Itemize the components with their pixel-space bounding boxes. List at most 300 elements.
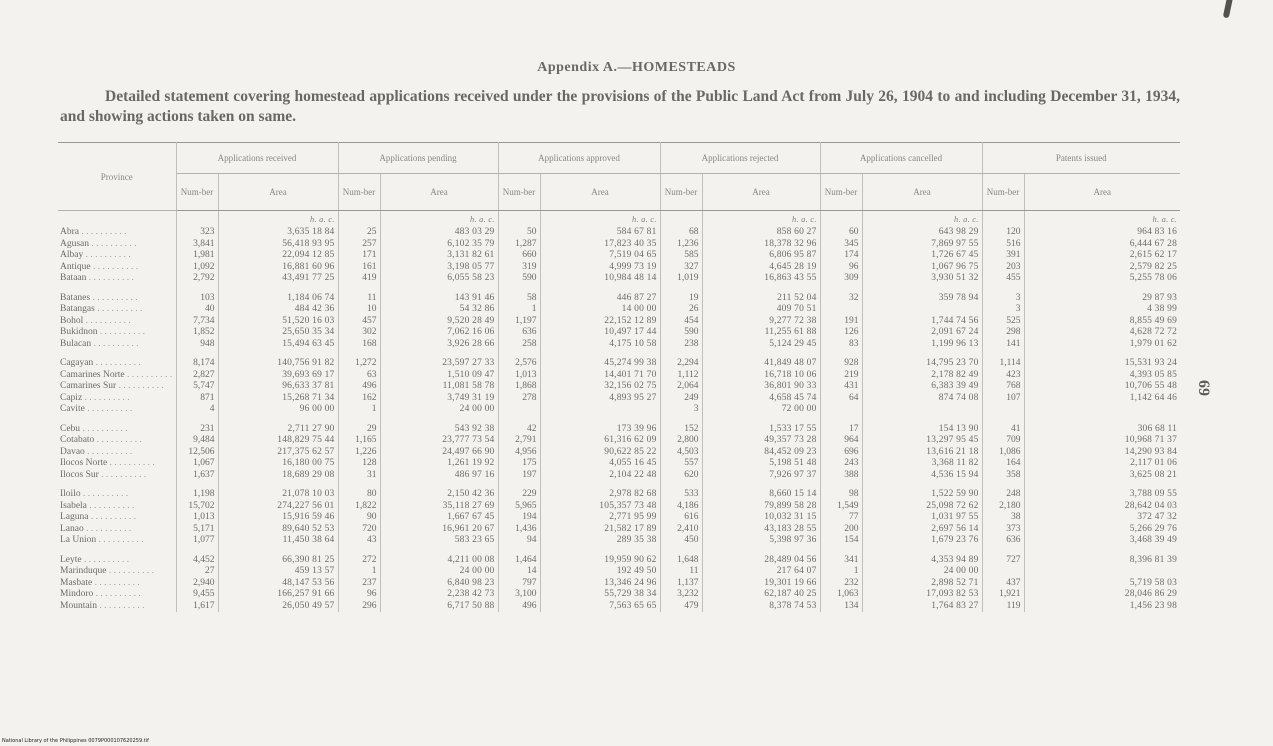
area-cell: 166,257 91 66 bbox=[218, 589, 338, 601]
section-gap bbox=[862, 547, 982, 555]
number-cell: 341 bbox=[820, 555, 862, 567]
number-header: Num-ber bbox=[498, 174, 540, 211]
area-cell: 14,401 71 70 bbox=[540, 370, 660, 382]
area-cell: 11,450 38 64 bbox=[218, 535, 338, 547]
area-cell: 9,520 28 49 bbox=[380, 316, 498, 328]
units-spacer bbox=[498, 211, 540, 228]
section-gap bbox=[540, 547, 660, 555]
number-cell: 11 bbox=[338, 293, 380, 305]
province-name bbox=[58, 358, 176, 370]
area-cell: 11,255 61 88 bbox=[702, 327, 820, 339]
leader-dots: . . . . . . . . . . bbox=[86, 500, 135, 511]
area-cell: 173 39 96 bbox=[540, 424, 660, 436]
area-cell: 24 00 00 bbox=[380, 566, 498, 578]
area-cell: 5,255 78 06 bbox=[1129, 273, 1178, 283]
table-row bbox=[58, 316, 1180, 328]
area-cell: 274,227 56 01 bbox=[218, 501, 338, 513]
number-cell bbox=[982, 404, 1024, 416]
number-cell bbox=[820, 404, 862, 416]
area-cell: 4,175 10 58 bbox=[540, 339, 660, 351]
area-cell: 9,277 72 38 bbox=[702, 316, 820, 328]
number-cell: 454 bbox=[660, 316, 702, 328]
section-gap bbox=[862, 285, 982, 293]
number-cell: 1,013 bbox=[176, 512, 218, 524]
area-cell: 1,261 19 92 bbox=[380, 458, 498, 470]
number-cell: 496 bbox=[498, 601, 540, 613]
area-cell: 14,290 93 84 bbox=[1124, 446, 1178, 457]
section-gap bbox=[58, 350, 176, 358]
leader-dots: . . . . . . . . . . bbox=[93, 358, 141, 368]
number-cell: 141 bbox=[982, 339, 1024, 351]
leader-dots: . . . . . . . . . . bbox=[124, 369, 173, 380]
number-cell: 1,198 bbox=[176, 489, 218, 501]
section-gap bbox=[380, 285, 498, 293]
number-cell: 720 bbox=[338, 524, 380, 536]
section-gap bbox=[660, 350, 702, 358]
province-label: Lanao bbox=[60, 523, 84, 534]
units-label: h. a. c. bbox=[380, 211, 498, 228]
number-cell: 175 bbox=[498, 458, 540, 470]
area-cell: 26,050 49 57 bbox=[218, 601, 338, 613]
province-label: Cebu bbox=[60, 423, 81, 434]
area-cell: 583 23 65 bbox=[380, 535, 498, 547]
section-gap bbox=[498, 350, 540, 358]
number-cell: 68 bbox=[660, 227, 702, 239]
section-gap bbox=[498, 416, 540, 424]
group-header: Applications approved bbox=[498, 143, 660, 174]
appendix-title: Appendix A.—HOMESTEADS bbox=[537, 60, 736, 75]
area-cell: 486 97 16 bbox=[380, 470, 498, 482]
area-cell: 3,198 05 77 bbox=[380, 262, 498, 274]
area-cell: 211 52 04 bbox=[702, 293, 820, 305]
section-gap bbox=[1024, 481, 1180, 489]
number-cell: 162 bbox=[338, 393, 380, 405]
area-cell: 446 87 27 bbox=[540, 293, 660, 305]
section-gap bbox=[862, 481, 982, 489]
province-name bbox=[58, 404, 176, 416]
number-cell bbox=[820, 304, 862, 316]
province-name bbox=[58, 339, 176, 351]
area-cell bbox=[1024, 404, 1180, 416]
table-row bbox=[58, 339, 1180, 351]
area-cell: 2,091 67 24 bbox=[862, 327, 982, 339]
number-cell: 455 bbox=[982, 273, 1024, 285]
province-name bbox=[58, 316, 176, 328]
number-cell: 1,077 bbox=[176, 535, 218, 547]
province-label: Camarines Norte bbox=[60, 369, 125, 380]
number-cell: 96 bbox=[820, 262, 862, 274]
leader-dots: . . . . . . . . . . bbox=[97, 327, 145, 337]
area-cell: 62,187 40 25 bbox=[702, 589, 820, 601]
area-cell: 15,494 63 45 bbox=[218, 339, 338, 351]
number-cell: 29 bbox=[338, 424, 380, 436]
number-cell: 1,637 bbox=[176, 470, 218, 482]
area-cell: 49,357 73 28 bbox=[702, 435, 820, 447]
area-cell: 409 70 51 bbox=[702, 304, 820, 316]
number-cell: 1,822 bbox=[338, 501, 380, 513]
number-cell: 457 bbox=[338, 316, 380, 328]
area-cell: 51,520 16 03 bbox=[218, 316, 338, 328]
number-cell: 323 bbox=[176, 227, 218, 239]
section-gap bbox=[1024, 547, 1180, 555]
number-cell: 3 bbox=[660, 404, 702, 416]
number-cell: 1,114 bbox=[982, 358, 1024, 370]
province-label: Iloilo bbox=[60, 489, 81, 499]
area-cell: 5,124 29 45 bbox=[702, 339, 820, 351]
number-cell: 126 bbox=[820, 327, 862, 339]
section-gap bbox=[380, 547, 498, 555]
area-cell: 16,718 10 06 bbox=[702, 370, 820, 382]
number-cell: 161 bbox=[338, 262, 380, 274]
area-cell: 41,849 48 07 bbox=[702, 358, 820, 370]
number-cell: 229 bbox=[498, 489, 540, 501]
area-cell: 11,081 58 78 bbox=[380, 381, 498, 393]
area-cell bbox=[1024, 566, 1180, 578]
homestead-table bbox=[58, 142, 1180, 612]
number-cell: 616 bbox=[660, 512, 702, 524]
number-cell: 50 bbox=[498, 227, 540, 239]
area-cell: 3,930 51 32 bbox=[862, 273, 982, 285]
number-cell: 871 bbox=[176, 393, 218, 405]
number-cell: 636 bbox=[498, 327, 540, 339]
section-gap bbox=[540, 481, 660, 489]
area-cell: 3,368 11 82 bbox=[862, 458, 982, 470]
leader-dots: . . . . . . . . . . bbox=[83, 250, 131, 260]
number-cell: 2,940 bbox=[176, 578, 218, 590]
area-cell: 96,633 37 81 bbox=[218, 381, 338, 393]
section-gap bbox=[862, 350, 982, 358]
area-header: Area bbox=[540, 174, 660, 211]
area-cell: 1,142 64 46 bbox=[1129, 392, 1178, 403]
area-cell: 2,178 82 49 bbox=[862, 370, 982, 382]
group-header: Applications pending bbox=[338, 143, 498, 174]
area-cell: 6,055 58 23 bbox=[380, 273, 498, 285]
section-gap bbox=[702, 350, 820, 358]
area-cell: 7,563 65 65 bbox=[540, 601, 660, 613]
number-cell: 1 bbox=[338, 566, 380, 578]
number-cell: 964 bbox=[820, 435, 862, 447]
area-cell: 483 03 29 bbox=[380, 227, 498, 239]
area-cell: 6,806 95 87 bbox=[702, 250, 820, 262]
province-name bbox=[58, 447, 176, 459]
area-cell: 24 00 00 bbox=[862, 566, 982, 578]
number-cell: 358 bbox=[982, 470, 1024, 482]
number-cell: 8,174 bbox=[176, 358, 218, 370]
number-header: Num-ber bbox=[820, 174, 862, 211]
section-gap bbox=[1024, 350, 1180, 358]
area-cell: 2,238 42 73 bbox=[380, 589, 498, 601]
number-cell: 450 bbox=[660, 535, 702, 547]
number-cell: 27 bbox=[176, 566, 218, 578]
number-cell: 107 bbox=[982, 393, 1024, 405]
province-header: Province bbox=[58, 143, 176, 211]
number-cell: 63 bbox=[338, 370, 380, 382]
section-gap bbox=[176, 350, 218, 358]
area-cell: 43,183 28 55 bbox=[702, 524, 820, 536]
table-row bbox=[58, 601, 1180, 613]
number-cell: 3,232 bbox=[660, 589, 702, 601]
number-cell: 248 bbox=[982, 489, 1024, 501]
footer-credit: National Library of the Philippines 0079P000107620259.tif bbox=[2, 738, 149, 744]
area-cell: 8,378 74 53 bbox=[702, 601, 820, 613]
section-gap bbox=[660, 285, 702, 293]
number-cell: 119 bbox=[982, 601, 1024, 613]
section-gap bbox=[58, 547, 176, 555]
number-cell: 3,841 bbox=[176, 239, 218, 251]
leader-dots: . . . . . . . . . . bbox=[84, 446, 133, 457]
province-name bbox=[58, 327, 176, 339]
area-cell: 16,961 20 67 bbox=[380, 524, 498, 536]
area-cell: 96 00 00 bbox=[218, 404, 338, 416]
page-number: 69 bbox=[1195, 380, 1212, 396]
number-cell: 3 bbox=[982, 293, 1024, 305]
area-cell: 28,489 04 56 bbox=[702, 555, 820, 567]
number-cell: 327 bbox=[660, 262, 702, 274]
leader-dots: . . . . . . . . . . bbox=[79, 227, 127, 237]
area-cell: 72 00 00 bbox=[702, 404, 820, 416]
area-cell: 4,999 73 19 bbox=[540, 262, 660, 274]
number-cell: 696 bbox=[820, 447, 862, 459]
province-name bbox=[58, 250, 176, 262]
area-cell: 13,616 21 18 bbox=[862, 447, 982, 459]
section-gap bbox=[218, 285, 338, 293]
number-cell: 42 bbox=[498, 424, 540, 436]
group-header: Applications rejected bbox=[660, 143, 820, 174]
number-cell: 103 bbox=[176, 293, 218, 305]
leader-dots: . . . . . . . . . . bbox=[96, 600, 145, 611]
area-cell: 14 00 00 bbox=[540, 304, 660, 316]
leader-dots: . . . . . . . . . . bbox=[106, 566, 154, 576]
number-cell: 231 bbox=[176, 424, 218, 436]
area-cell: 858 60 27 bbox=[702, 227, 820, 239]
area-cell: 874 74 08 bbox=[862, 393, 982, 405]
number-cell: 9,455 bbox=[176, 589, 218, 601]
section-gap bbox=[702, 481, 820, 489]
area-cell: 2,771 95 99 bbox=[540, 512, 660, 524]
section-gap bbox=[338, 547, 380, 555]
number-cell: 2,294 bbox=[660, 358, 702, 370]
section-gap bbox=[1024, 416, 1180, 424]
area-cell: 964 83 16 bbox=[1137, 227, 1178, 237]
area-cell: 3,788 09 55 bbox=[1129, 489, 1178, 499]
area-cell: 19,959 90 62 bbox=[540, 555, 660, 567]
area-cell: 22,152 12 89 bbox=[540, 316, 660, 328]
area-cell: 8,660 15 14 bbox=[702, 489, 820, 501]
leader-dots: . . . . . . . . . . bbox=[83, 523, 132, 534]
units-spacer bbox=[176, 211, 218, 228]
area-cell: 1,979 01 62 bbox=[1129, 338, 1178, 349]
number-cell: 38 bbox=[982, 512, 1024, 524]
area-cell: 3,625 08 21 bbox=[1129, 469, 1178, 480]
number-cell: 496 bbox=[338, 381, 380, 393]
number-cell: 134 bbox=[820, 601, 862, 613]
table-row bbox=[58, 470, 1180, 482]
number-cell: 154 bbox=[820, 535, 862, 547]
number-header: Num-ber bbox=[982, 174, 1024, 211]
number-cell: 423 bbox=[982, 370, 1024, 382]
number-cell: 14 bbox=[498, 566, 540, 578]
leader-dots: . . . . . . . . . . bbox=[90, 292, 138, 303]
section-gap bbox=[540, 350, 660, 358]
number-cell: 96 bbox=[338, 589, 380, 601]
number-cell: 1 bbox=[498, 304, 540, 316]
area-cell: 8,396 81 39 bbox=[1129, 554, 1178, 565]
number-cell: 26 bbox=[660, 304, 702, 316]
province-name bbox=[58, 566, 176, 578]
number-cell: 4,956 bbox=[498, 447, 540, 459]
number-header: Num-ber bbox=[176, 174, 218, 211]
number-cell: 1,464 bbox=[498, 555, 540, 567]
province-label: Abra bbox=[60, 227, 79, 237]
number-cell: 77 bbox=[820, 512, 862, 524]
number-cell: 19 bbox=[660, 293, 702, 305]
number-cell: 557 bbox=[660, 458, 702, 470]
area-cell: 5,266 29 76 bbox=[1129, 523, 1178, 534]
number-cell: 1,617 bbox=[176, 601, 218, 613]
table-row bbox=[58, 273, 1180, 285]
province-name bbox=[58, 424, 176, 436]
province-name bbox=[58, 381, 176, 393]
area-cell: 16,881 60 96 bbox=[218, 262, 338, 274]
group-header: Applications cancelled bbox=[820, 143, 982, 174]
area-cell: 1,522 59 90 bbox=[862, 489, 982, 501]
section-gap bbox=[820, 547, 862, 555]
units-label: h. a. c. bbox=[218, 211, 338, 228]
area-cell: 15,916 59 46 bbox=[218, 512, 338, 524]
area-cell: 140,756 91 82 bbox=[218, 358, 338, 370]
area-cell: 1,067 96 75 bbox=[862, 262, 982, 274]
province-label: La Union bbox=[60, 535, 97, 545]
area-cell bbox=[540, 404, 660, 416]
number-cell: 2,410 bbox=[660, 524, 702, 536]
table-row bbox=[58, 250, 1180, 262]
number-cell: 60 bbox=[820, 227, 862, 239]
area-cell: 16,180 00 75 bbox=[218, 458, 338, 470]
area-header: Area bbox=[862, 174, 982, 211]
section-gap bbox=[982, 547, 1024, 555]
table-row bbox=[58, 512, 1180, 524]
number-cell: 1,981 bbox=[176, 250, 218, 262]
group-header: Patents issued bbox=[982, 143, 1180, 174]
number-cell: 83 bbox=[820, 339, 862, 351]
section-gap bbox=[498, 547, 540, 555]
table-row bbox=[58, 566, 1180, 578]
number-cell: 1,165 bbox=[338, 435, 380, 447]
area-cell: 14,795 23 70 bbox=[862, 358, 982, 370]
area-cell: 148,829 75 44 bbox=[218, 435, 338, 447]
area-cell: 6,717 50 88 bbox=[380, 601, 498, 613]
section-gap bbox=[702, 416, 820, 424]
section-gap bbox=[218, 350, 338, 358]
table-row bbox=[58, 435, 1180, 447]
number-cell: 17 bbox=[820, 424, 862, 436]
province-label: Bulacan bbox=[60, 338, 92, 349]
area-cell: 306 68 11 bbox=[1137, 423, 1178, 434]
table-row bbox=[58, 447, 1180, 459]
number-cell: 1,112 bbox=[660, 370, 702, 382]
number-cell: 4,503 bbox=[660, 447, 702, 459]
province-name bbox=[58, 293, 176, 305]
number-cell: 5,747 bbox=[176, 381, 218, 393]
number-cell: 164 bbox=[982, 458, 1024, 470]
area-cell: 3,635 18 84 bbox=[218, 227, 338, 239]
area-cell: 29 87 93 bbox=[1142, 292, 1178, 303]
number-cell: 797 bbox=[498, 578, 540, 590]
section-gap bbox=[380, 416, 498, 424]
area-cell: 17,823 40 35 bbox=[540, 239, 660, 251]
leader-dots: . . . . . . . . . . bbox=[90, 261, 139, 272]
number-cell: 80 bbox=[338, 489, 380, 501]
number-cell: 727 bbox=[982, 555, 1024, 567]
leader-dots: . . . . . . . . . . bbox=[83, 315, 131, 326]
group-header: Applications received bbox=[176, 143, 338, 174]
province-name bbox=[58, 273, 176, 285]
area-cell bbox=[862, 404, 982, 416]
section-gap bbox=[820, 285, 862, 293]
section-gap bbox=[338, 350, 380, 358]
table-row bbox=[58, 381, 1180, 393]
section-gap bbox=[218, 547, 338, 555]
province-name bbox=[58, 501, 176, 513]
area-cell: 154 13 90 bbox=[862, 424, 982, 436]
province-label: Agusan bbox=[60, 238, 90, 249]
leader-dots: . . . . . . . . . . bbox=[94, 435, 142, 445]
table-row bbox=[58, 227, 1180, 239]
number-header: Num-ber bbox=[338, 174, 380, 211]
area-cell: 16,863 43 55 bbox=[702, 273, 820, 285]
area-cell: 1,184 06 74 bbox=[218, 293, 338, 305]
province-name bbox=[58, 262, 176, 274]
section-gap bbox=[498, 481, 540, 489]
number-cell: 278 bbox=[498, 393, 540, 405]
area-cell: 7,926 97 37 bbox=[702, 470, 820, 482]
area-cell: 28,642 04 03 bbox=[1124, 500, 1178, 511]
table-row bbox=[58, 370, 1180, 382]
area-cell: 192 49 50 bbox=[540, 566, 660, 578]
table-row bbox=[58, 489, 1180, 501]
area-cell: 6,444 67 28 bbox=[1129, 238, 1178, 249]
area-header: Area bbox=[1024, 174, 1180, 211]
section-gap bbox=[862, 416, 982, 424]
units-label: h. a. c. bbox=[1152, 214, 1178, 224]
number-cell: 98 bbox=[820, 489, 862, 501]
number-cell: 194 bbox=[498, 512, 540, 524]
area-cell: 24,497 66 90 bbox=[380, 447, 498, 459]
area-cell: 21,078 10 03 bbox=[218, 489, 338, 501]
section-gap bbox=[660, 416, 702, 424]
area-cell: 1,667 67 45 bbox=[380, 512, 498, 524]
area-cell: 2,697 56 14 bbox=[862, 524, 982, 536]
province-label: Ilocos Sur bbox=[60, 469, 99, 480]
province-name bbox=[58, 489, 176, 501]
number-cell: 9,484 bbox=[176, 435, 218, 447]
province-name bbox=[58, 535, 176, 547]
area-cell: 7,062 16 06 bbox=[380, 327, 498, 339]
leader-dots: . . . . . . . . . . bbox=[91, 338, 139, 349]
number-cell: 191 bbox=[820, 316, 862, 328]
area-cell bbox=[862, 304, 982, 316]
area-cell: 1,764 83 27 bbox=[862, 601, 982, 613]
table-row bbox=[58, 555, 1180, 567]
number-cell: 437 bbox=[982, 578, 1024, 590]
number-cell: 40 bbox=[176, 304, 218, 316]
area-cell: 25,650 35 34 bbox=[218, 327, 338, 339]
area-cell: 18,378 32 96 bbox=[702, 239, 820, 251]
ink-mark bbox=[1223, 0, 1233, 18]
province-label: Bataan bbox=[60, 273, 87, 283]
number-cell: 479 bbox=[660, 601, 702, 613]
number-cell: 11 bbox=[660, 566, 702, 578]
